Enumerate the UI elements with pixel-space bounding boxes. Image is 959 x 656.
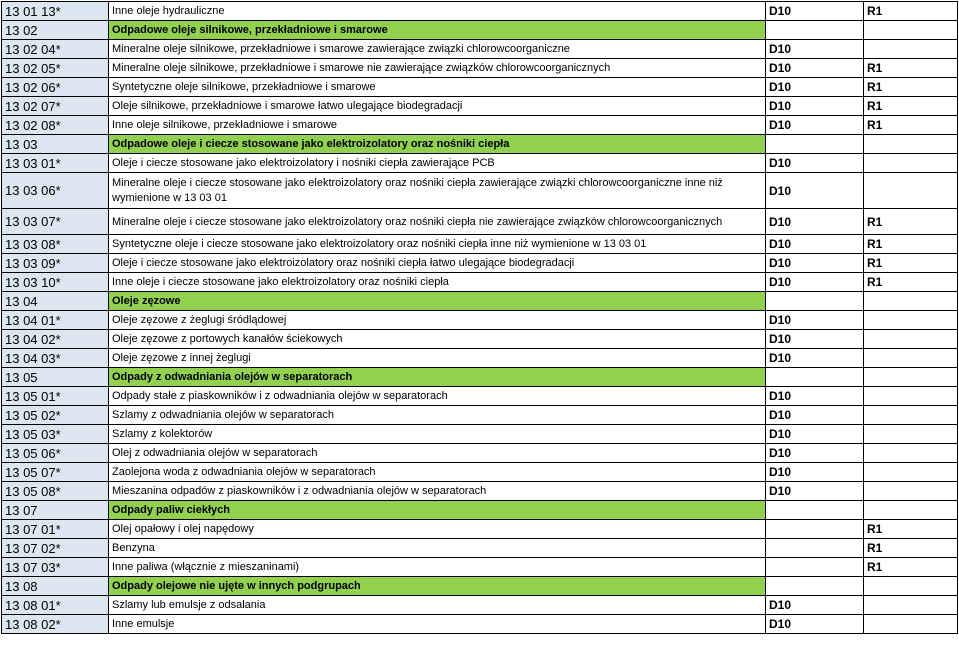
disposal-code-cell: D10	[766, 154, 864, 173]
waste-name-cell: Oleje zęzowe z żeglugi śródlądowej	[109, 311, 766, 330]
recovery-code-cell: R1	[864, 539, 958, 558]
table-row	[2, 444, 958, 463]
table-row	[2, 349, 958, 368]
recovery-code-cell: R1	[864, 59, 958, 78]
waste-name-cell: Oleje i ciecze stosowane jako elektroizolatory i nośniki ciepła zawierające PCB	[109, 154, 766, 173]
disposal-code-cell: D10	[766, 482, 864, 501]
table-row	[2, 254, 958, 273]
table-row	[2, 520, 958, 539]
table-row	[2, 311, 958, 330]
waste-name-cell: Oleje zęzowe z portowych kanałów ściekowych	[109, 330, 766, 349]
waste-name-cell: Mieszanina odpadów z piaskowników i z odwadniania olejów w separatorach	[109, 482, 766, 501]
waste-code-cell: 13 02 07*	[2, 97, 109, 116]
recovery-code-cell	[864, 596, 958, 615]
waste-code-cell: 13 03 06*	[2, 173, 109, 209]
disposal-code-cell	[766, 501, 864, 520]
table-row	[2, 387, 958, 406]
disposal-code-cell: D10	[766, 2, 864, 21]
table-row	[2, 154, 958, 173]
waste-code-cell: 13 03 01*	[2, 154, 109, 173]
recovery-code-cell	[864, 368, 958, 387]
waste-code-cell: 13 02	[2, 21, 109, 40]
recovery-code-cell: R1	[864, 520, 958, 539]
disposal-code-cell: D10	[766, 59, 864, 78]
waste-name-cell: Inne oleje silnikowe, przekładniowe i smarowe	[109, 116, 766, 135]
recovery-code-cell: R1	[864, 116, 958, 135]
table-row	[2, 173, 958, 209]
waste-name-cell: Oleje zęzowe z innej żeglugi	[109, 349, 766, 368]
disposal-code-cell	[766, 21, 864, 40]
group-name-cell: Odpady olejowe nie ujęte w innych podgrupach	[109, 577, 766, 596]
group-name-cell: Odpadowe oleje silnikowe, przekładniowe i smarowe	[109, 21, 766, 40]
waste-code-cell: 13 04 02*	[2, 330, 109, 349]
disposal-code-cell: D10	[766, 97, 864, 116]
table-row	[2, 292, 958, 311]
waste-code-cell: 13 07 01*	[2, 520, 109, 539]
disposal-code-cell: D10	[766, 349, 864, 368]
waste-name-cell: Szlamy lub emulsje z odsalania	[109, 596, 766, 615]
disposal-code-cell	[766, 577, 864, 596]
waste-name-cell: Syntetyczne oleje i ciecze stosowane jako elektroizolatory oraz nośniki ciepła inne niż wymienione w 13 03 01	[109, 235, 766, 254]
waste-code-cell: 13 04 01*	[2, 311, 109, 330]
recovery-code-cell: R1	[864, 78, 958, 97]
recovery-code-cell	[864, 482, 958, 501]
recovery-code-cell	[864, 135, 958, 154]
disposal-code-cell: D10	[766, 273, 864, 292]
disposal-code-cell	[766, 520, 864, 539]
table-row	[2, 463, 958, 482]
waste-code-cell: 13 03 07*	[2, 209, 109, 235]
waste-code-cell: 13 03	[2, 135, 109, 154]
recovery-code-cell	[864, 444, 958, 463]
waste-code-cell: 13 08 01*	[2, 596, 109, 615]
recovery-code-cell	[864, 463, 958, 482]
recovery-code-cell: R1	[864, 97, 958, 116]
waste-name-cell: Szlamy z kolektorów	[109, 425, 766, 444]
disposal-code-cell: D10	[766, 235, 864, 254]
group-name-cell: Odpady paliw ciekłych	[109, 501, 766, 520]
waste-name-cell: Oleje i ciecze stosowane jako elektroizolatory oraz nośniki ciepła łatwo ulegające biodegradacji	[109, 254, 766, 273]
recovery-code-cell	[864, 154, 958, 173]
recovery-code-cell	[864, 425, 958, 444]
waste-code-cell: 13 08 02*	[2, 615, 109, 634]
recovery-code-cell: R1	[864, 235, 958, 254]
table-row	[2, 615, 958, 634]
disposal-code-cell: D10	[766, 330, 864, 349]
waste-code-cell: 13 03 10*	[2, 273, 109, 292]
waste-code-cell: 13 05 03*	[2, 425, 109, 444]
disposal-code-cell: D10	[766, 311, 864, 330]
disposal-code-cell	[766, 539, 864, 558]
waste-name-cell: Szlamy z odwadniania olejów w separatorach	[109, 406, 766, 425]
waste-code-cell: 13 04 03*	[2, 349, 109, 368]
table-row	[2, 78, 958, 97]
table-row	[2, 577, 958, 596]
waste-name-cell: Odpady stałe z piaskowników i z odwadniania olejów w separatorach	[109, 387, 766, 406]
table-row	[2, 2, 958, 21]
disposal-code-cell	[766, 558, 864, 577]
waste-name-cell: Inne paliwa (włącznie z mieszaninami)	[109, 558, 766, 577]
waste-code-cell: 13 03 08*	[2, 235, 109, 254]
waste-name-cell: Inne oleje i ciecze stosowane jako elektroizolatory oraz nośniki ciepła	[109, 273, 766, 292]
recovery-code-cell	[864, 501, 958, 520]
disposal-code-cell: D10	[766, 387, 864, 406]
waste-name-cell: Olej opałowy i olej napędowy	[109, 520, 766, 539]
table-row	[2, 425, 958, 444]
waste-name-cell: Oleje silnikowe, przekładniowe i smarowe łatwo ulegające biodegradacji	[109, 97, 766, 116]
waste-code-cell: 13 05	[2, 368, 109, 387]
recovery-code-cell	[864, 330, 958, 349]
disposal-code-cell: D10	[766, 463, 864, 482]
recovery-code-cell	[864, 387, 958, 406]
waste-name-cell: Syntetyczne oleje silnikowe, przekładniowe i smarowe	[109, 78, 766, 97]
table-row	[2, 21, 958, 40]
disposal-code-cell	[766, 135, 864, 154]
waste-code-cell: 13 02 04*	[2, 40, 109, 59]
recovery-code-cell: R1	[864, 254, 958, 273]
recovery-code-cell	[864, 349, 958, 368]
waste-code-cell: 13 03 09*	[2, 254, 109, 273]
table-row	[2, 209, 958, 235]
waste-name-cell: Zaolejona woda z odwadniania olejów w separatorach	[109, 463, 766, 482]
disposal-code-cell: D10	[766, 425, 864, 444]
disposal-code-cell: D10	[766, 209, 864, 235]
disposal-code-cell: D10	[766, 596, 864, 615]
table-row	[2, 135, 958, 154]
waste-code-cell: 13 04	[2, 292, 109, 311]
table-row	[2, 116, 958, 135]
table-row	[2, 40, 958, 59]
waste-name-cell: Inne oleje hydrauliczne	[109, 2, 766, 21]
table-row	[2, 596, 958, 615]
group-name-cell: Oleje zęzowe	[109, 292, 766, 311]
recovery-code-cell	[864, 615, 958, 634]
waste-name-cell: Benzyna	[109, 539, 766, 558]
recovery-code-cell: R1	[864, 273, 958, 292]
waste-code-table	[1, 1, 958, 634]
recovery-code-cell	[864, 292, 958, 311]
waste-code-cell: 13 02 06*	[2, 78, 109, 97]
table-row	[2, 482, 958, 501]
recovery-code-cell	[864, 173, 958, 209]
waste-name-cell: Mineralne oleje silnikowe, przekładniowe i smarowe zawierające związki chlorowcoorganiczne	[109, 40, 766, 59]
table-row	[2, 97, 958, 116]
waste-code-cell: 13 08	[2, 577, 109, 596]
table-row	[2, 235, 958, 254]
recovery-code-cell	[864, 40, 958, 59]
waste-code-cell: 13 01 13*	[2, 2, 109, 21]
recovery-code-cell	[864, 406, 958, 425]
disposal-code-cell: D10	[766, 173, 864, 209]
waste-name-cell: Olej z odwadniania olejów w separatorach	[109, 444, 766, 463]
table-row	[2, 539, 958, 558]
disposal-code-cell	[766, 292, 864, 311]
disposal-code-cell: D10	[766, 116, 864, 135]
recovery-code-cell: R1	[864, 558, 958, 577]
group-name-cell: Odpadowe oleje i ciecze stosowane jako elektroizolatory oraz nośniki ciepła	[109, 135, 766, 154]
group-name-cell: Odpady z odwadniania olejów w separatorach	[109, 368, 766, 387]
disposal-code-cell: D10	[766, 406, 864, 425]
disposal-code-cell	[766, 368, 864, 387]
waste-code-cell: 13 07 02*	[2, 539, 109, 558]
waste-code-cell: 13 02 08*	[2, 116, 109, 135]
waste-code-cell: 13 05 07*	[2, 463, 109, 482]
waste-name-cell: Mineralne oleje i ciecze stosowane jako elektroizolatory oraz nośniki ciepła zawierające związki chlorowcoorganiczne inne niż wymienione w 13 03 01	[109, 173, 766, 209]
waste-code-cell: 13 05 06*	[2, 444, 109, 463]
recovery-code-cell: R1	[864, 209, 958, 235]
disposal-code-cell: D10	[766, 254, 864, 273]
table-row	[2, 406, 958, 425]
disposal-code-cell: D10	[766, 40, 864, 59]
table-row	[2, 501, 958, 520]
waste-code-table-body	[2, 2, 958, 634]
waste-code-cell: 13 05 02*	[2, 406, 109, 425]
waste-code-cell: 13 05 01*	[2, 387, 109, 406]
waste-name-cell: Mineralne oleje i ciecze stosowane jako elektroizolatory oraz nośniki ciepła nie zawierające związków chlorowcoorganicznych	[109, 209, 766, 235]
waste-name-cell: Inne emulsje	[109, 615, 766, 634]
waste-name-cell: Mineralne oleje silnikowe, przekładniowe i smarowe nie zawierające związków chlorowcoorganicznych	[109, 59, 766, 78]
recovery-code-cell	[864, 21, 958, 40]
recovery-code-cell	[864, 311, 958, 330]
disposal-code-cell: D10	[766, 78, 864, 97]
waste-code-cell: 13 07 03*	[2, 558, 109, 577]
recovery-code-cell: R1	[864, 2, 958, 21]
table-row	[2, 330, 958, 349]
waste-code-cell: 13 05 08*	[2, 482, 109, 501]
table-row	[2, 273, 958, 292]
disposal-code-cell: D10	[766, 444, 864, 463]
disposal-code-cell: D10	[766, 615, 864, 634]
table-row	[2, 368, 958, 387]
recovery-code-cell	[864, 577, 958, 596]
waste-code-cell: 13 07	[2, 501, 109, 520]
waste-code-cell: 13 02 05*	[2, 59, 109, 78]
table-row	[2, 558, 958, 577]
table-row	[2, 59, 958, 78]
